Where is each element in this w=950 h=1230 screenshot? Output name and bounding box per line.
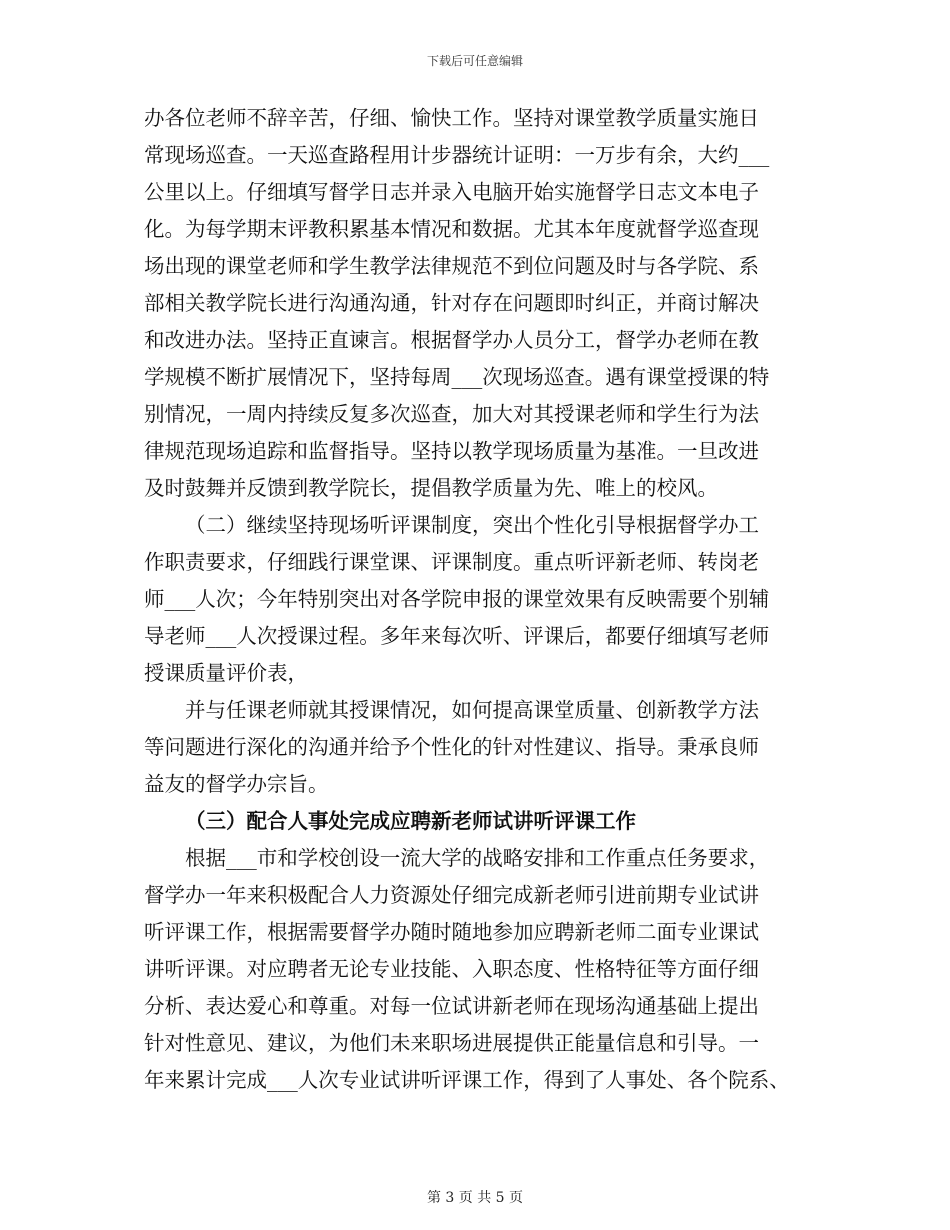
text-line: 别情况，一周内持续反复多次巡查，加大对其授课老师和学生行为法: [144, 402, 759, 426]
text-line: 年来累计完成___人次专业试讲听评课工作，得到了人事处、各个院系、: [144, 1068, 790, 1092]
text-line: 针对性意见、建议，为他们未来职场进展提供正能量信息和引导。一: [144, 1031, 759, 1055]
text-line: 师___人次；今年特别突出对各学院申报的课堂效果有反映需要个别辅: [144, 587, 770, 611]
text-line: 根据___市和学校创设一流大学的战略安排和工作重点任务要求，: [185, 846, 770, 870]
text-line: 并与任课老师就其授课情况，如何提高课堂质量、创新教学方法: [185, 698, 759, 722]
text-line: 督学办一年来积极配合人力资源处仔细完成新老师引进前期专业试讲: [144, 883, 759, 907]
page-footer: 第 3 页 共 5 页: [426, 1190, 524, 1206]
text-line: 讲听评课。对应聘者无论专业技能、入职态度、性格特征等方面仔细: [144, 957, 759, 981]
text-line: 授课质量评价表，: [144, 661, 308, 685]
text-line: 律规范现场追踪和监督指导。坚持以教学现场质量为基准。一旦改进: [144, 439, 759, 463]
text-line: 场出现的课堂老师和学生教学法律规范不到位问题及时与各学院、系: [144, 254, 759, 278]
text-line: （二）继续坚持现场听评课制度，突出个性化引导根据督学办工: [185, 513, 759, 537]
text-line: 化。为每学期末评教积累基本情况和数据。尤其本年度就督学巡查现: [144, 217, 759, 241]
text-line: 益友的督学办宗旨。: [144, 772, 329, 796]
text-line: 导老师___人次授课过程。多年来每次听、评课后，都要仔细填写老师: [144, 624, 770, 648]
page-header: 下载后可任意编辑: [426, 54, 523, 68]
document-body: [144, 100, 824, 1099]
text-line: 作职责要求，仔细践行课堂课、评课制度。重点听评新老师、转岗老: [144, 550, 759, 574]
text-line: 部相关教学院长进行沟通沟通，针对存在问题即时纠正，并商讨解决: [144, 291, 759, 315]
text-line: 及时鼓舞并反馈到教学院长，提倡教学质量为先、唯上的校风。: [144, 476, 718, 500]
text-line: 等问题进行深化的沟通并给予个性化的针对性建议、指导。秉承良师: [144, 735, 759, 759]
text-line: 公里以上。仔细填写督学日志并录入电脑开始实施督学日志文本电子: [144, 180, 759, 204]
text-line: 和改进办法。坚持正直谏言。根据督学办人员分工，督学办老师在教: [144, 328, 759, 352]
text-line: 常现场巡查。一天巡查路程用计步器统计证明：一万步有余，大约___: [144, 143, 770, 167]
text-line: 学规模不断扩展情况下，坚持每周___次现场巡查。遇有课堂授课的特: [144, 365, 770, 389]
text-line: 办各位老师不辞辛苦，仔细、愉快工作。坚持对课堂教学质量实施日: [144, 106, 759, 130]
section-heading: （三）配合人事处完成应聘新老师试讲听评课工作: [185, 809, 636, 833]
text-line: 听评课工作，根据需要督学办随时随地参加应聘新老师二面专业课试: [144, 920, 759, 944]
text-line: 分析、表达爱心和尊重。对每一位试讲新老师在现场沟通基础上提出: [144, 994, 759, 1018]
